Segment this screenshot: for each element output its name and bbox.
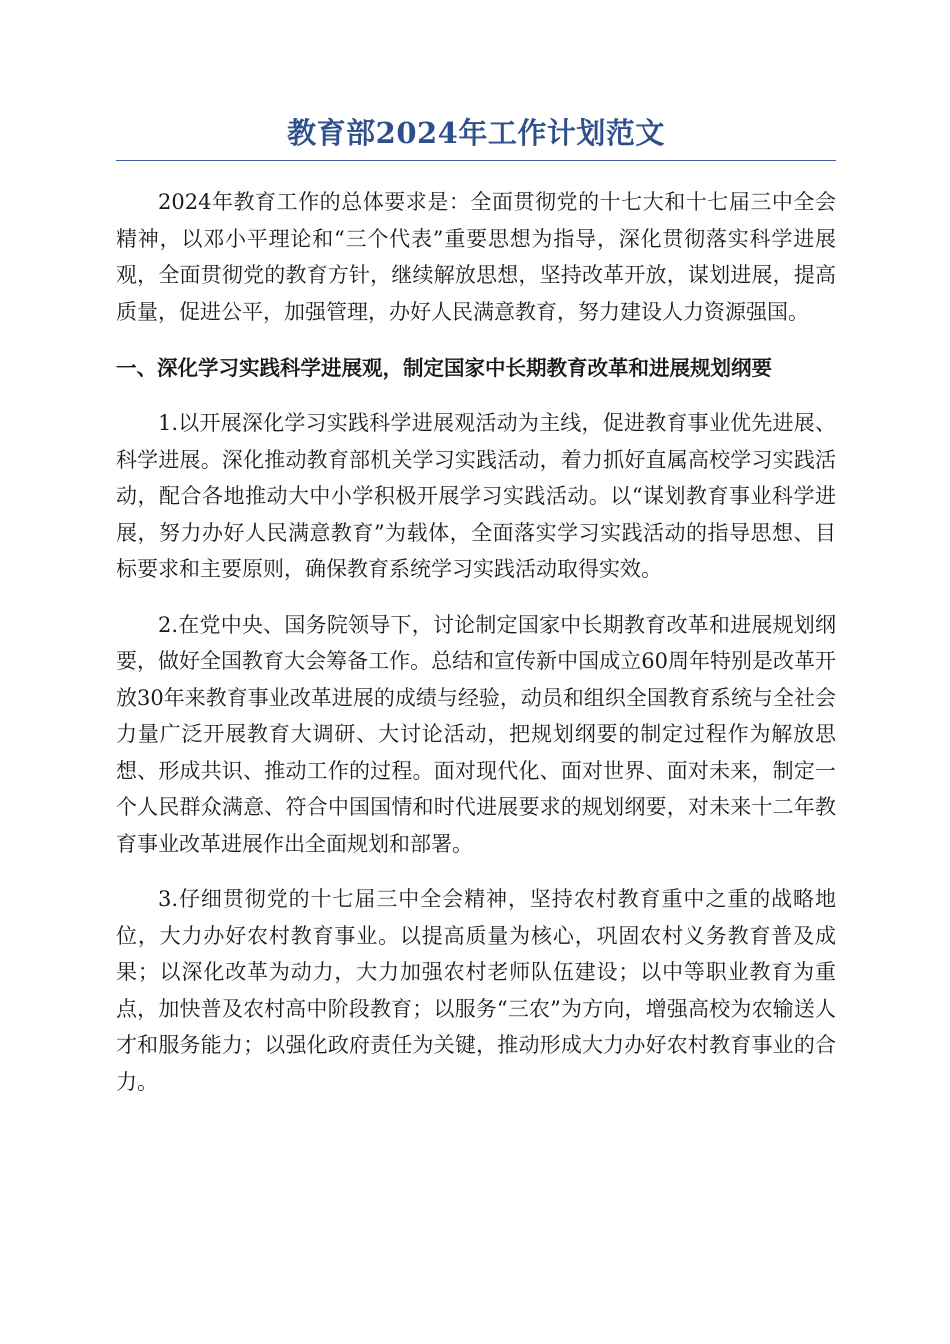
document-title: 教育部2024年工作计划范文 (116, 108, 836, 161)
document-page (116, 108, 836, 1100)
section-heading-1: 一、深化学习实践科学进展观，制定国家中长期教育改革和进展规划纲要 (116, 356, 772, 380)
intro-paragraph: 2024年教育工作的总体要求是：全面贯彻党的十七大和十七届三中全会精神，以邓小平理论和“三个代表”重要思想为指导，深化贯彻落实科学进展观，全面贯彻党的教育方针，继续解放思想，坚持改革开放，谋划进展，提高质量，促进公平，加强管理，办好人民满意教育，努力建设人力资源强国。 (116, 190, 836, 324)
paragraph-item-3: 3.仔细贯彻党的十七届三中全会精神，坚持农村教育重中之重的战略地位，大力办好农村教育事业。以提高质量为核心，巩固农村义务教育普及成果；以深化改革为动力，大力加强农村老师队伍建设；以中等职业教育为重点，加快普及农村高中阶段教育；以服务“三农”为方向，增强高校为农输送人才和服务能力；以强化政府责任为关键，推动形成大力办好农村教育事业的合力。 (116, 887, 836, 1094)
paragraph-item-1: 1.以开展深化学习实践科学进展观活动为主线，促进教育事业优先进展、科学进展。深化推动教育部机关学习实践活动，着力抓好直属高校学习实践活动，配合各地推动大中小学积极开展学习实践活动。以“谋划教育事业科学进展，努力办好人民满意教育”为载体，全面落实学习实践活动的指导思想、目标要求和主要原则，确保教育系统学习实践活动取得实效。 (116, 411, 836, 581)
paragraph-item-2: 2.在党中央、国务院领导下，讨论制定国家中长期教育改革和进展规划纲要，做好全国教育大会筹备工作。总结和宣传新中国成立60周年特别是改革开放30年来教育事业改革进展的成绩与经验，动员和组织全国教育系统与全社会力量广泛开展教育大调研、大讨论活动，把规划纲要的制定过程作为解放思想、形成共识、推动工作的过程。面对现代化、面对世界、面对未来，制定一个人民群众满意、符合中国国情和时代进展要求的规划纲要，对未来十二年教育事业改革进展作出全面规划和部署。 (116, 612, 836, 856)
